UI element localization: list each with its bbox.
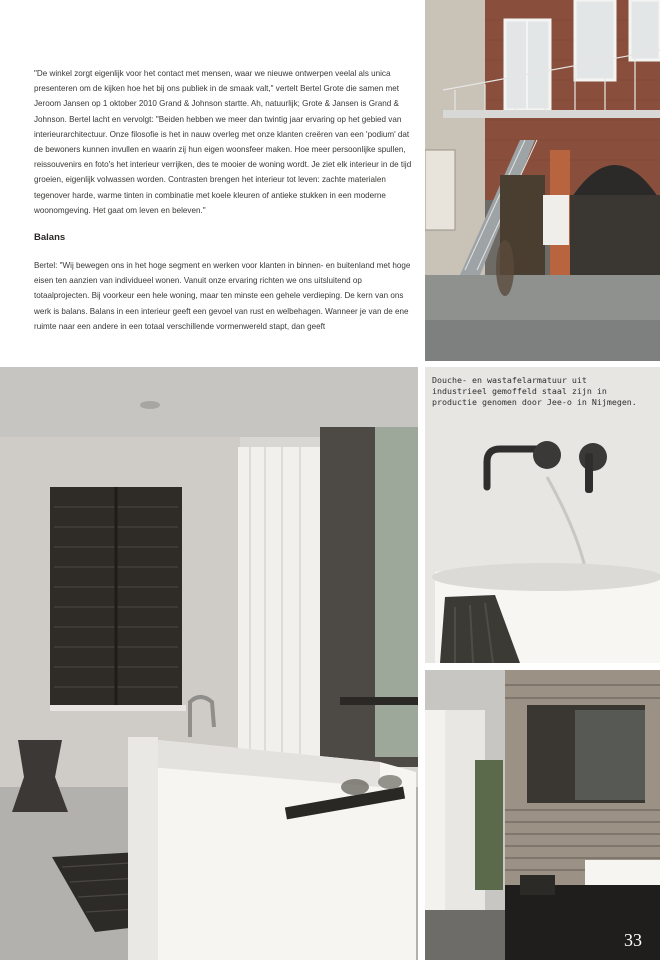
photo-building-staircase (425, 0, 660, 361)
page-number: 33 (624, 930, 642, 950)
photo-caption: Douche- en wastafelarmatuur uit industrieel gemoffeld staal zijn in productie genomen door Jee-o in Nijmegen. (432, 375, 637, 407)
photo-washbasin-stone-wall (425, 670, 660, 960)
photo-faucet-closeup (425, 367, 660, 663)
paragraph-intro: "De winkel zorgt eigenlijk voor het contact met mensen, waar we nieuwe ontwerpen veelal als unica presenteren om de kijken hoe het bij ons publiek in de smaak valt," vertelt Bertel Grote die samen met Jeroom Jansen op 1 oktober 2010 Grand & Johnson startte. Ah, natuurlijk; Grote & Jansen is Grand & Johnson. Bertel lacht en vervolgt: "Beiden hebben we meer dan twintig jaar ervaring op het gebied van interieurarchitectuur. Onze filosofie is het in nauw overleg met onze klanten creëren van een 'podium' dat de bewoners kunnen invullen en waarin zij hun eigen woonsfeer maken. Hoe meer persoonlijke spullen, reissouvenirs en foto's het interieur verrijken, des te mooier de woning wordt. Je ziet elk interieur in de tijd groeien, eigenlijk volwassen worden. Contrasten brengen het interieur tot leven: zachte materialen tegenover harde, warme tinten in combinatie met koele kleuren of antieke stukken in een moderne woonomgeving. Het gaat om leven en beleven." (34, 69, 412, 215)
photo-bathroom-bathtub (0, 367, 418, 960)
paragraph-balans: Bertel: "Wij bewegen ons in het hoge segment en werken voor klanten in binnen- en buitenland met hoge eisen ten aanzien van individueel wonen. Vanuit onze ervaring richten we ons uitsluitend op totaalprojecten. Bij voorkeur een hele woning, maar ten minste een gehele verdieping. De kern van ons werk is balans. Balans in een interieur geeft een gevoel van rust en welbehagen. Wanneer je van de ene ruimte naar een andere in een totaal verschillende vormenwereld stapt, dan geeft (34, 261, 411, 331)
article-text (34, 66, 414, 347)
section-heading: Balans (34, 232, 66, 244)
